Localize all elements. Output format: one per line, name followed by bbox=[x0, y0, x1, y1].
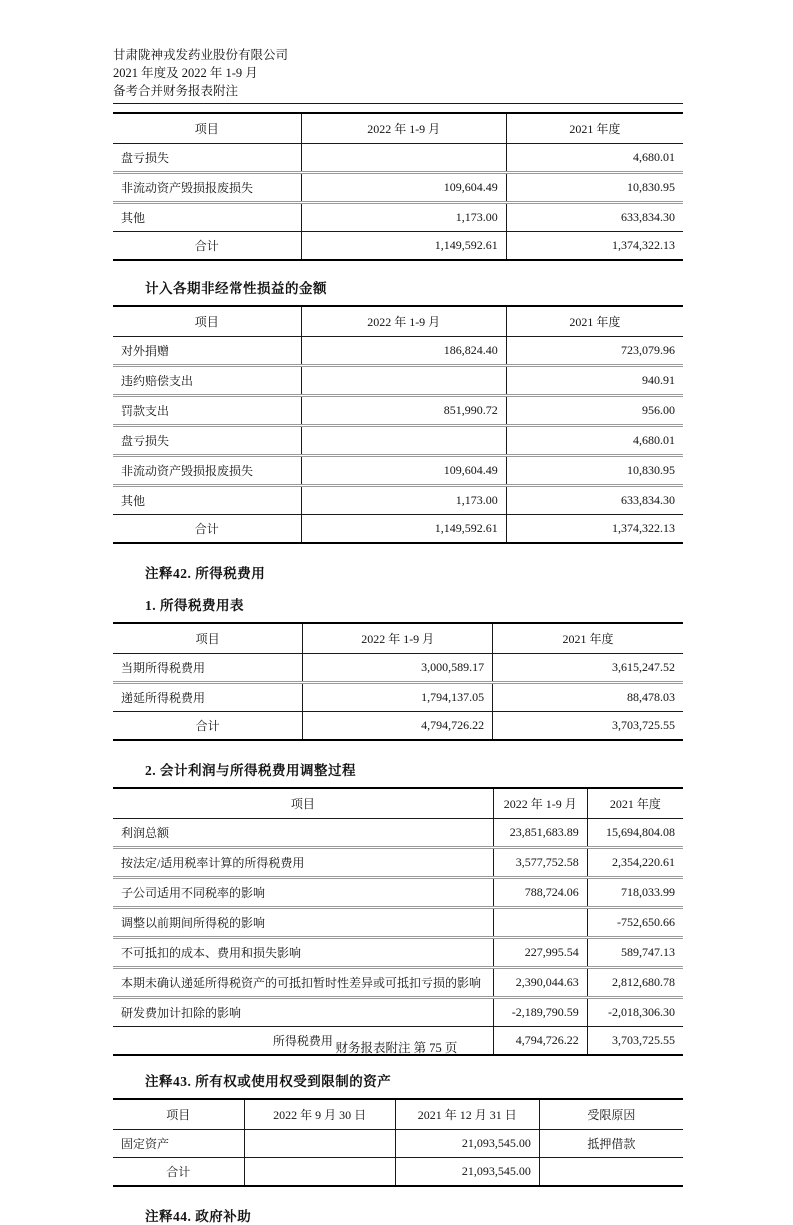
table-cell: 合计 bbox=[194, 522, 219, 536]
table-row bbox=[113, 819, 683, 848]
table-cell: 研发费加计扣除的影响 bbox=[121, 1006, 242, 1020]
table-restricted-assets bbox=[113, 1098, 683, 1187]
table-profit-tax-adjustment bbox=[113, 787, 683, 1056]
table-row bbox=[113, 878, 683, 908]
table-total-row bbox=[113, 232, 683, 261]
table-cell: 其他 bbox=[121, 211, 146, 225]
table-row bbox=[113, 968, 683, 998]
column-header: 2021 年度 bbox=[493, 623, 683, 654]
table-total-row bbox=[113, 712, 683, 741]
table-header-row bbox=[113, 623, 683, 654]
table-cell: 4,794,726.22 bbox=[303, 712, 493, 741]
table-row bbox=[113, 683, 683, 712]
table-cell: 3,615,247.52 bbox=[493, 654, 683, 683]
table-cell: 4,794,726.22 bbox=[493, 1027, 587, 1056]
table-cell: 调整以前期间所得税的影响 bbox=[121, 916, 266, 930]
table-cell: 3,000,589.17 bbox=[303, 654, 493, 683]
table-cell: 固定资产 bbox=[121, 1137, 170, 1151]
document-header bbox=[113, 46, 683, 100]
table-row bbox=[113, 337, 683, 366]
table-cell bbox=[301, 426, 506, 456]
table-cell: 罚款支出 bbox=[121, 404, 170, 418]
table-row bbox=[113, 848, 683, 878]
column-header: 2021 年度 bbox=[506, 113, 683, 144]
column-header: 项目 bbox=[113, 788, 493, 819]
table-cell: 按法定/适用税率计算的所得税费用 bbox=[121, 856, 305, 870]
table-cell: 合计 bbox=[195, 719, 220, 733]
table-cell: 15,694,804.08 bbox=[587, 819, 683, 848]
column-header: 项目 bbox=[113, 623, 303, 654]
table-cell bbox=[244, 1130, 395, 1158]
column-header: 2022 年 9 月 30 日 bbox=[244, 1099, 395, 1130]
table-cell: 所得税费用 bbox=[272, 1034, 333, 1048]
table-header-row bbox=[113, 1099, 683, 1130]
table-cell: 利润总额 bbox=[121, 826, 170, 840]
table-cell bbox=[244, 1158, 395, 1187]
table-cell: 10,830.95 bbox=[506, 456, 683, 486]
table-cell: 3,703,725.55 bbox=[587, 1027, 683, 1056]
table-header-row bbox=[113, 306, 683, 337]
table-cell: 对外捐赠 bbox=[121, 344, 170, 358]
column-header: 项目 bbox=[113, 1099, 244, 1130]
report-period: 2021 年度及 2022 年 1-9 月 bbox=[113, 66, 258, 80]
table-cell: 1,149,592.61 bbox=[301, 232, 506, 261]
column-header: 2022 年 1-9 月 bbox=[303, 623, 493, 654]
table-total-row bbox=[113, 515, 683, 544]
table-cell: 非流动资产毁损报废损失 bbox=[121, 464, 254, 478]
table-cell: 723,079.96 bbox=[506, 337, 683, 366]
table-row bbox=[113, 654, 683, 683]
table-row bbox=[113, 938, 683, 968]
table-cell: 956.00 bbox=[506, 396, 683, 426]
table-cell: 109,604.49 bbox=[301, 173, 506, 203]
table-row bbox=[113, 173, 683, 203]
table-cell: 589,747.13 bbox=[587, 938, 683, 968]
table-cell: 718,033.99 bbox=[587, 878, 683, 908]
column-header: 受限原因 bbox=[539, 1099, 683, 1130]
table-header-row bbox=[113, 113, 683, 144]
table-cell bbox=[301, 144, 506, 173]
table-cell: 合计 bbox=[194, 239, 219, 253]
heading-note42-sub2: 2. 会计利润与所得税费用调整过程 bbox=[145, 763, 356, 778]
table-cell bbox=[301, 366, 506, 396]
table-cell: 2,354,220.61 bbox=[587, 848, 683, 878]
table-cell: 2,390,044.63 bbox=[493, 968, 587, 998]
table-income-tax-expense bbox=[113, 622, 683, 741]
table-cell: 合计 bbox=[166, 1165, 191, 1179]
table-cell: 23,851,683.89 bbox=[493, 819, 587, 848]
table-row bbox=[113, 426, 683, 456]
table-row bbox=[113, 998, 683, 1027]
header-divider bbox=[113, 103, 683, 104]
table-cell: 633,834.30 bbox=[506, 486, 683, 515]
column-header: 2022 年 1-9 月 bbox=[301, 113, 506, 144]
column-header: 项目 bbox=[113, 306, 301, 337]
table-cell: 109,604.49 bbox=[301, 456, 506, 486]
table-cell: -752,650.66 bbox=[587, 908, 683, 938]
table-row bbox=[113, 456, 683, 486]
table-cell: 违约赔偿支出 bbox=[121, 374, 194, 388]
table-cell: 186,824.40 bbox=[301, 337, 506, 366]
table-cell: -2,189,790.59 bbox=[493, 998, 587, 1027]
table-cell: 633,834.30 bbox=[506, 203, 683, 232]
table-cell: 当期所得税费用 bbox=[121, 661, 206, 675]
table-cell: -2,018,306.30 bbox=[587, 998, 683, 1027]
table-cell bbox=[493, 908, 587, 938]
table-row bbox=[113, 396, 683, 426]
heading-note43: 注释43. 所有权或使用权受到限制的资产 bbox=[145, 1074, 392, 1089]
table-cell: 抵押借款 bbox=[539, 1130, 683, 1158]
column-header: 2022 年 1-9 月 bbox=[493, 788, 587, 819]
table-cell: 本期未确认递延所得税资产的可抵扣暂时性差异或可抵扣亏损的影响 bbox=[121, 976, 482, 990]
column-header: 项目 bbox=[113, 113, 301, 144]
table-cell: 4,680.01 bbox=[506, 426, 683, 456]
table-cell: 1,374,322.13 bbox=[506, 515, 683, 544]
table-cell: 4,680.01 bbox=[506, 144, 683, 173]
table-cell: 788,724.06 bbox=[493, 878, 587, 908]
heading-note44: 注释44. 政府补助 bbox=[145, 1209, 252, 1224]
table-nonoperating-expense-continued bbox=[113, 112, 683, 261]
heading-nonrecurring-gains-losses: 计入各期非经常性损益的金额 bbox=[145, 281, 327, 296]
table-header-row bbox=[113, 788, 683, 819]
table-cell: 88,478.03 bbox=[493, 683, 683, 712]
table-cell: 非流动资产毁损报废损失 bbox=[121, 181, 254, 195]
column-header: 2021 年 12 月 31 日 bbox=[395, 1099, 539, 1130]
table-cell: 940.91 bbox=[506, 366, 683, 396]
table-row bbox=[113, 486, 683, 515]
table-cell: 1,173.00 bbox=[301, 486, 506, 515]
table-cell: 递延所得税费用 bbox=[121, 691, 206, 705]
table-row bbox=[113, 908, 683, 938]
table-cell: 1,794,137.05 bbox=[303, 683, 493, 712]
table-cell: 不可抵扣的成本、费用和损失影响 bbox=[121, 946, 302, 960]
report-title: 备考合并财务报表附注 bbox=[113, 84, 239, 98]
table-cell: 盘亏损失 bbox=[121, 151, 170, 165]
column-header: 2021 年度 bbox=[587, 788, 683, 819]
table-cell: 2,812,680.78 bbox=[587, 968, 683, 998]
heading-note42: 注释42. 所得税费用 bbox=[145, 566, 266, 581]
table-cell bbox=[539, 1158, 683, 1187]
table-row bbox=[113, 1130, 683, 1158]
page-footer: 财务报表附注 第 75 页 bbox=[335, 1041, 458, 1055]
table-cell: 盘亏损失 bbox=[121, 434, 170, 448]
table-cell: 1,149,592.61 bbox=[301, 515, 506, 544]
table-cell: 子公司适用不同税率的影响 bbox=[121, 886, 266, 900]
table-cell: 10,830.95 bbox=[506, 173, 683, 203]
table-cell: 3,577,752.58 bbox=[493, 848, 587, 878]
table-cell: 851,990.72 bbox=[301, 396, 506, 426]
column-header: 2021 年度 bbox=[506, 306, 683, 337]
table-row bbox=[113, 203, 683, 232]
table-row bbox=[113, 366, 683, 396]
table-nonrecurring-gains-losses bbox=[113, 305, 683, 544]
table-cell: 3,703,725.55 bbox=[493, 712, 683, 741]
table-cell: 1,173.00 bbox=[301, 203, 506, 232]
column-header: 2022 年 1-9 月 bbox=[301, 306, 506, 337]
table-cell: 21,093,545.00 bbox=[395, 1130, 539, 1158]
table-cell: 227,995.54 bbox=[493, 938, 587, 968]
table-row bbox=[113, 144, 683, 173]
table-cell: 其他 bbox=[121, 494, 146, 508]
company-name: 甘肃陇神戎发药业股份有限公司 bbox=[113, 48, 289, 62]
table-cell: 21,093,545.00 bbox=[395, 1158, 539, 1187]
table-total-row bbox=[113, 1158, 683, 1187]
heading-note42-sub1: 1. 所得税费用表 bbox=[145, 598, 244, 613]
table-cell: 1,374,322.13 bbox=[506, 232, 683, 261]
